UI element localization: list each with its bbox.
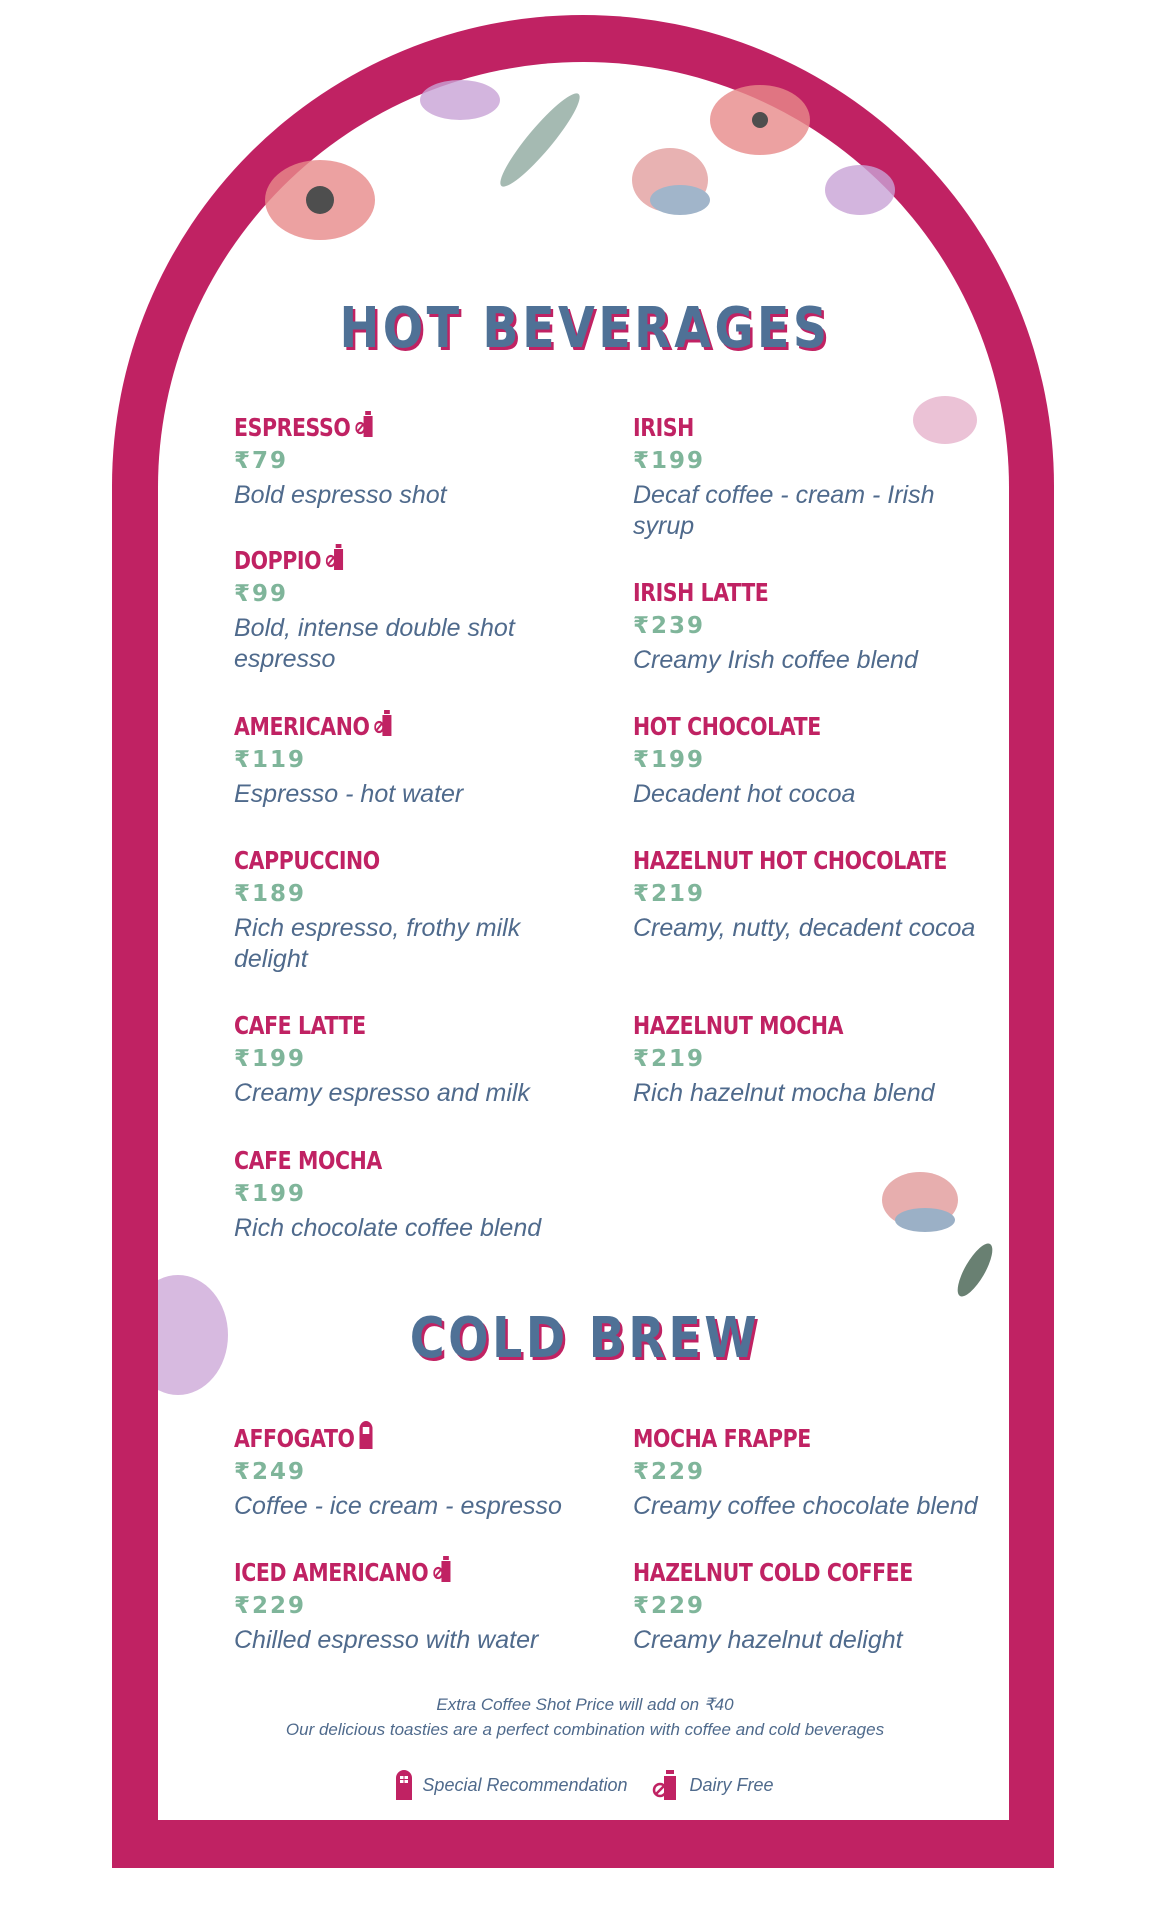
item-name [633, 577, 768, 607]
menu-item [234, 845, 594, 975]
item-price: ₹119 [234, 747, 307, 773]
item-name [633, 412, 694, 442]
cold-brew-heading: COLD BREW [409, 1306, 761, 1371]
item-name [633, 1010, 843, 1040]
menu-item [234, 1557, 594, 1656]
legend [0, 1770, 1170, 1800]
special-recommendation-icon [396, 1770, 412, 1800]
item-price: ₹219 [633, 1046, 706, 1072]
dairy-free-icon [355, 411, 375, 443]
item-name [234, 845, 380, 875]
menu-item [633, 412, 993, 542]
item-name [234, 1423, 373, 1453]
item-name [633, 845, 947, 875]
extra-shot-note: Extra Coffee Shot Price will add on ₹40 [436, 1695, 734, 1714]
item-name [633, 1557, 913, 1587]
item-price: ₹229 [234, 1593, 307, 1619]
menu-item [633, 577, 993, 676]
item-description: Espresso - hot water [234, 780, 464, 808]
item-name-text: ESPRESSO [234, 412, 351, 442]
item-name [234, 545, 346, 575]
item-description: Bold espresso shot [234, 481, 447, 509]
item-price: ₹199 [633, 448, 706, 474]
item-name-text: CAFE MOCHA [234, 1145, 382, 1175]
item-price: ₹99 [234, 581, 289, 607]
dairy-free-icon [374, 710, 394, 742]
floral-decoration-right [875, 1160, 1005, 1310]
item-description: Creamy hazelnut delight [633, 1626, 903, 1654]
item-price: ₹229 [633, 1459, 706, 1485]
item-name [234, 711, 394, 741]
item-price: ₹239 [633, 613, 706, 639]
special-recommendation-icon [359, 1421, 372, 1455]
item-name [633, 1423, 811, 1453]
item-name-text: CAPPUCCINO [234, 845, 380, 875]
item-price: ₹189 [234, 881, 307, 907]
menu-item [633, 845, 993, 944]
legend-dairy-free-label: Dairy Free [689, 1774, 774, 1795]
menu-item [234, 412, 594, 511]
item-name-text: HAZELNUT MOCHA [633, 1010, 844, 1040]
item-price: ₹229 [633, 1593, 706, 1619]
item-name-text: ICED AMERICANO [234, 1557, 429, 1587]
item-name [234, 1010, 366, 1040]
menu-item [633, 711, 993, 810]
dairy-free-icon [652, 1770, 680, 1800]
item-name [234, 1145, 382, 1175]
item-name [633, 711, 821, 741]
item-name-text: IRISH [633, 412, 694, 442]
item-price: ₹249 [234, 1459, 307, 1485]
item-name-text: AMERICANO [234, 711, 370, 741]
menu-item [633, 1423, 993, 1522]
item-name-text: CAFE LATTE [234, 1010, 366, 1040]
item-description: Decadent hot cocoa [633, 780, 856, 808]
item-price: ₹219 [633, 881, 706, 907]
menu-item [234, 1145, 594, 1244]
toasties-note: Our delicious toasties are a perfect combination with coffee and cold beverages [285, 1720, 885, 1739]
item-price: ₹199 [234, 1046, 307, 1072]
dairy-free-icon [433, 1556, 453, 1588]
item-name-text: AFFOGATO [234, 1423, 355, 1453]
item-description: Bold, intense double shot espresso [234, 614, 515, 673]
item-description: Creamy Irish coffee blend [633, 646, 918, 674]
item-price: ₹199 [234, 1181, 307, 1207]
item-description: Decaf coffee - cream - Irish syrup [633, 481, 935, 540]
item-name [234, 1557, 453, 1587]
item-description: Creamy, nutty, decadent cocoa [633, 914, 976, 942]
item-description: Creamy coffee chocolate blend [633, 1492, 978, 1520]
item-price: ₹79 [234, 448, 289, 474]
item-description: Coffee - ice cream - espresso [234, 1492, 562, 1520]
item-name-text: HAZELNUT HOT CHOCOLATE [633, 845, 947, 875]
hot-beverages-heading: HOT BEVERAGES [339, 296, 831, 361]
item-name-text: HAZELNUT COLD COFFEE [633, 1557, 913, 1587]
item-name-text: DOPPIO [234, 545, 322, 575]
item-name-text: MOCHA FRAPPE [633, 1423, 811, 1453]
item-description: Rich hazelnut mocha blend [633, 1079, 935, 1107]
menu-item [633, 1010, 993, 1109]
menu-item [234, 545, 594, 675]
item-name-text: IRISH LATTE [633, 577, 769, 607]
item-description: Chilled espresso with water [234, 1626, 539, 1654]
item-description: Rich espresso, frothy milk delight [234, 914, 521, 973]
menu-item [234, 1423, 594, 1522]
menu-item [234, 1010, 594, 1109]
menu-item [234, 711, 594, 810]
legend-special-label: Special Recommendation [422, 1774, 628, 1795]
dairy-free-icon [326, 544, 346, 576]
item-description: Rich chocolate coffee blend [234, 1214, 542, 1242]
item-price: ₹199 [633, 747, 706, 773]
item-name-text: HOT CHOCOLATE [633, 711, 821, 741]
menu-item [633, 1557, 993, 1656]
item-name [234, 412, 375, 442]
item-description: Creamy espresso and milk [234, 1079, 530, 1107]
floral-decoration-top [230, 60, 950, 300]
